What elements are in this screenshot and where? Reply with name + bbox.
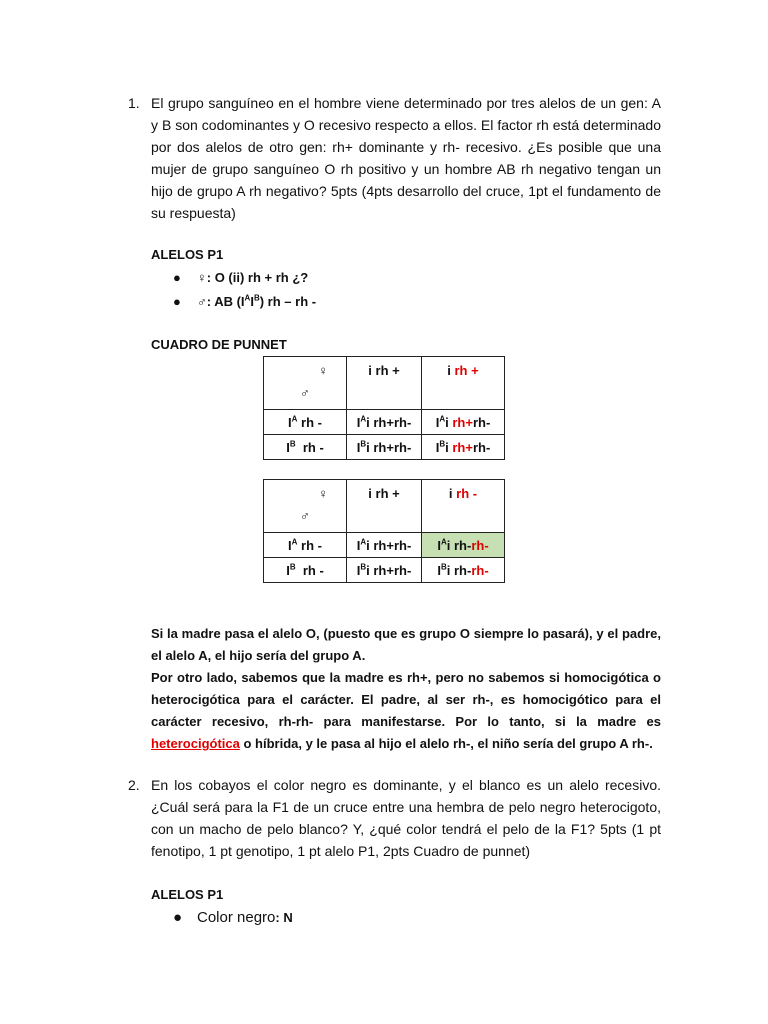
color-negro-bullet — [173, 908, 293, 928]
question-2-number: 2. — [128, 777, 140, 793]
question-1-text: El grupo sanguíneo en el hombre viene determinado por tres alelos de un gen: A y B son codominantes y O recesivo respecto a ellos. El factor rh está determinado por dos alelos de otro gen: rh+ dominante y rh- recesivo. ¿Es posible que una mujer de grupo sanguíneo O rh positivo y un hombre AB rh negativo tengan un hijo de grupo A rh negativo? 5pts (4pts desarrollo del cruce, 1pt el fundamento de su respuesta) — [151, 95, 661, 221]
punnet-cell: $I^Ai$ rh+rh- — [347, 533, 422, 558]
bullet-dot-icon: ● — [173, 909, 183, 926]
punnet-row-header: $I^B$ rh - — [264, 435, 347, 460]
punnet-cell: $I^Ai$ rh+rh- — [347, 410, 422, 435]
punnet-cell: $I^Bi$ rh+rh- — [422, 435, 505, 460]
question-2-text: En los cobayos el color negro es dominante, y el blanco es un alelo recesivo. ¿Cuál será para la F1 de un cruce entre una hembra de pelo negro heterocigoto, con un macho de pelo blanco? Y, ¿qué color tendrá el pelo de la F1? 5pts (1 pt fenotipo, 1 pt genotipo, 1 pt alelo P1, 2pts Cuadro de punnet) — [151, 777, 661, 859]
punnet-cell-highlighted: $I^Ai$ rh-rh- — [422, 533, 505, 558]
bullet-dot-icon: ● — [173, 270, 181, 285]
male-symbol-icon: ♂ — [197, 294, 207, 309]
punnet-cell: $I^Ai$ rh+rh- — [422, 410, 505, 435]
punnet-col-header: i rh + — [347, 480, 422, 533]
bullet-dot-icon: ● — [173, 294, 181, 309]
punnet-table-2 — [263, 479, 505, 583]
punnet-heading: CUADRO DE PUNNET — [151, 337, 287, 352]
explanation-paragraph-2: Por otro lado, sabemos que la madre es rh+, pero no sabemos si homocigótica o heterocigótica para el carácter. El padre, al ser rh-, es homocigótico para el carácter recesivo, rh-rh- para manifestarse. Por lo tanto, si la madre es heterocigótica o híbrida, y le pasa al hijo el alelo rh-, el niño sería del grupo A rh-. — [151, 670, 661, 751]
color-negro-value: : N — [275, 910, 293, 925]
punnet-col-header: i rh - — [422, 480, 505, 533]
punnet-cell: $I^Bi$ rh-rh- — [422, 558, 505, 583]
punnet-table-1 — [263, 356, 505, 460]
question-1-number: 1. — [128, 95, 140, 111]
male-symbol-icon: ♂ — [300, 508, 310, 523]
explanation-paragraph-1: Si la madre pasa el alelo O, (puesto que es grupo O siempre lo pasará), y el padre, el alelo A, el hijo sería del grupo A. — [151, 626, 661, 663]
punnet-col-header: i rh + — [422, 357, 505, 410]
punnet-row-header: $I^A$ rh - — [264, 410, 347, 435]
male-symbol-icon: ♂ — [300, 385, 310, 400]
male-allele-bullet: ● ♂: AB $(I^AI^B)$ rh – rh - — [173, 292, 195, 312]
female-symbol-icon: ♀ — [197, 270, 207, 285]
color-negro-label: Color negro — [197, 909, 276, 926]
alelos-heading-1: ALELOS P1 — [151, 247, 224, 262]
punnet-cell: $I^Bi$ rh+rh- — [347, 435, 422, 460]
punnet-cell: $I^Bi$ rh+rh- — [347, 558, 422, 583]
punnet-row-header: $I^A$ rh - — [264, 533, 347, 558]
alelos-heading-2: ALELOS P1 — [151, 887, 224, 902]
punnet-corner — [264, 480, 347, 533]
punnet-col-header: i rh + — [347, 357, 422, 410]
female-symbol-icon: ♀ — [318, 363, 328, 378]
punnet-row-header: $I^B$ rh - — [264, 558, 347, 583]
female-allele-bullet — [173, 268, 309, 288]
heterocigotica-link[interactable]: heterocigótica — [151, 736, 240, 751]
female-allele-text: : O (ii) rh + rh ¿? — [206, 270, 309, 285]
punnet-corner — [264, 357, 347, 410]
female-symbol-icon: ♀ — [318, 486, 328, 501]
